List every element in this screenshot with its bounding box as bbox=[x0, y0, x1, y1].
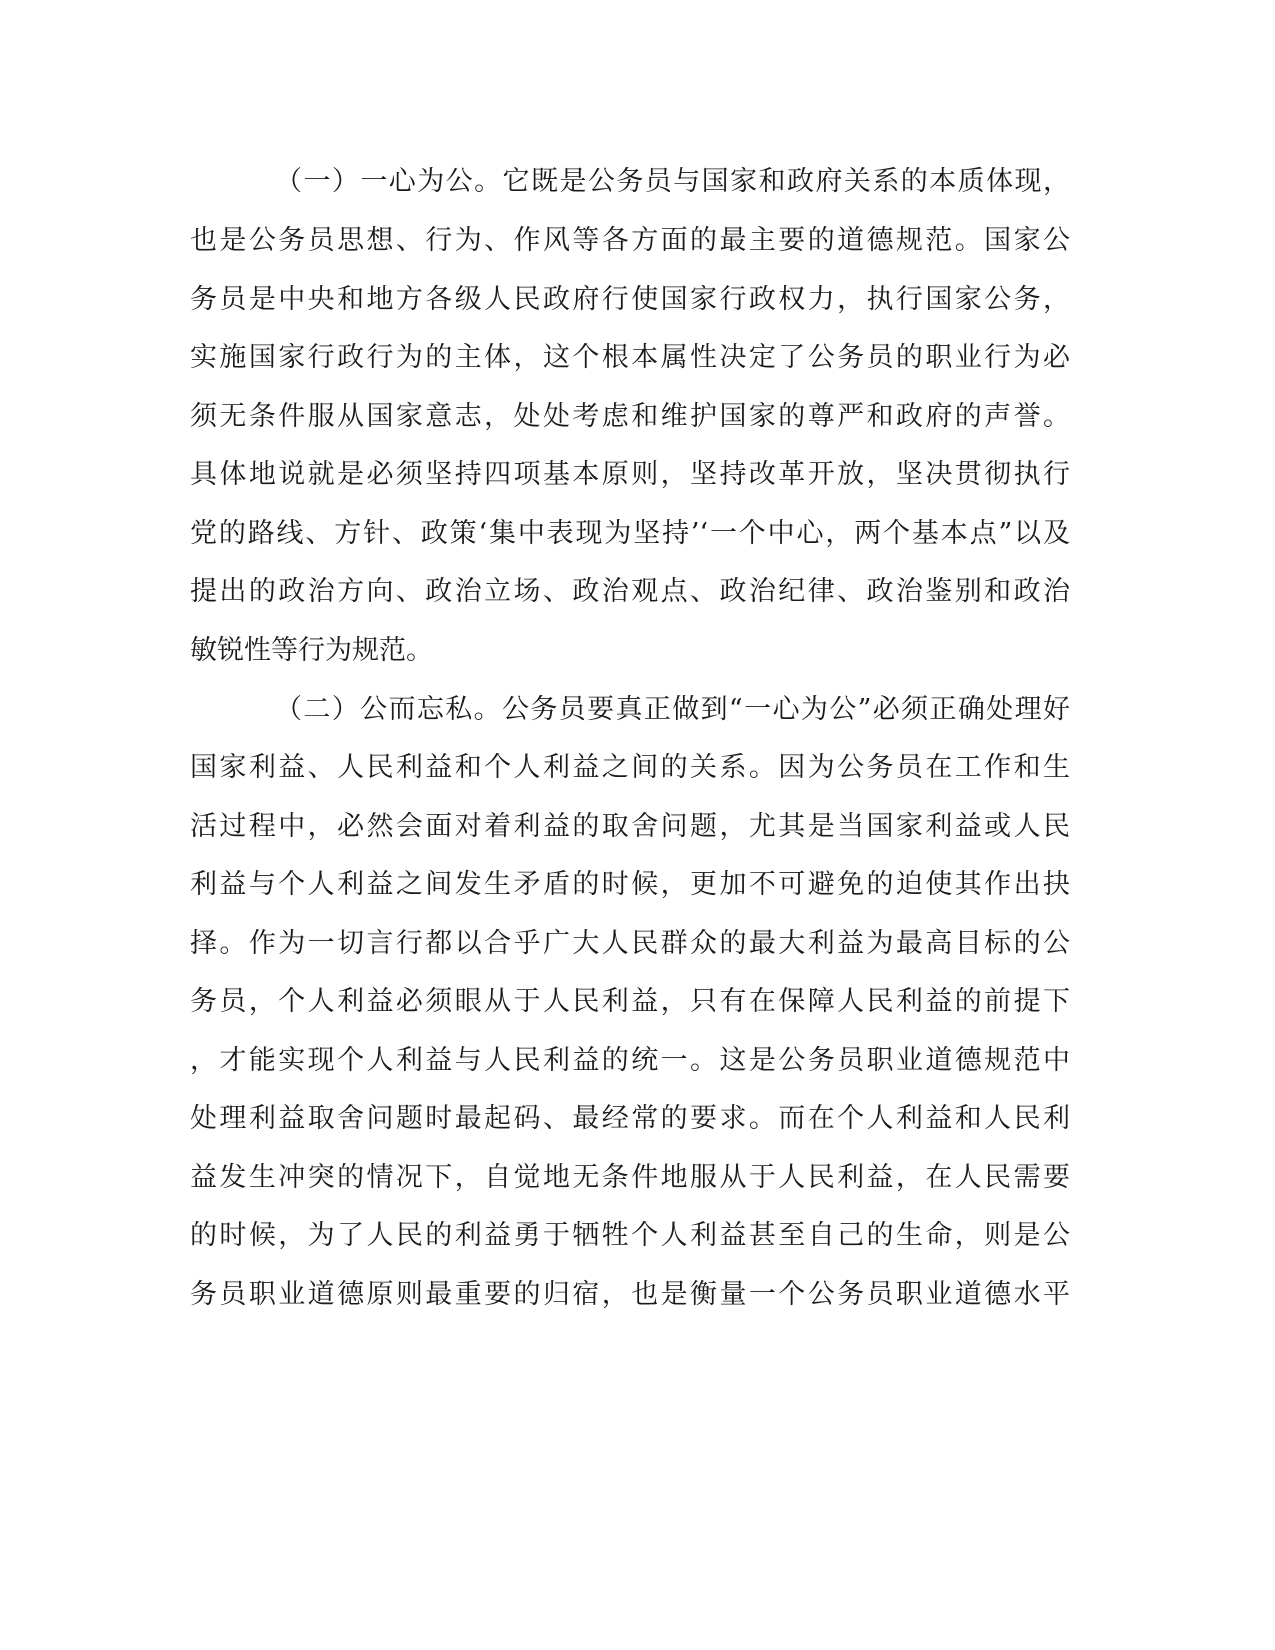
paragraph-2-line-11: 务员职业道德原则最重要的归宿，也是衡量一个公务员职业道德水平 bbox=[190, 1279, 1070, 1310]
paragraph-2-line-10: 的时候，为了人民的利益勇于牺牲个人利益甚至自己的生命，则是公 bbox=[190, 1220, 1070, 1251]
paragraph-2-line-9: 益发生冲突的情况下，自觉地无条件地服从于人民利益，在人民需要 bbox=[190, 1162, 1070, 1193]
paragraph-2-line-4: 利益与个人利益之间发生矛盾的时候，更加不可避免的迫使其作出抉 bbox=[190, 869, 1070, 900]
paragraph-2-line-6: 务员，个人利益必须眼从于人民利益，只有在保障人民利益的前提下 bbox=[190, 986, 1070, 1017]
paragraph-1-line-5: 须无条件服从国家意志，处处考虑和维护国家的尊严和政府的声誉。 bbox=[190, 401, 1070, 432]
paragraph-2-line-5: 择。作为一切言行都以合乎广大人民群众的最大利益为最高目标的公 bbox=[190, 928, 1070, 959]
paragraph-2-line-1: （二）公而忘私。公务员要真正做到“一心为公”必须正确处理好 bbox=[275, 694, 1070, 725]
paragraph-1-line-6: 具体地说就是必须坚持四项基本原则，坚持改革开放，坚决贯彻执行 bbox=[190, 459, 1070, 490]
paragraph-2-line-3: 活过程中，必然会面对着利益的取舍问题，尤其是当国家利益或人民 bbox=[190, 811, 1070, 842]
paragraph-1-line-3: 务员是中央和地方各级人民政府行使国家行政权力，执行国家公务， bbox=[190, 284, 1070, 315]
paragraph-1-line-2: 也是公务员思想、行为、作风等各方面的最主要的道德规范。国家公 bbox=[190, 225, 1070, 256]
paragraph-1-line-1: （一）一心为公。它既是公务员与国家和政府关系的本质体现， bbox=[275, 166, 1070, 197]
paragraph-2-line-8: 处理利益取舍问题时最起码、最经常的要求。而在个人利益和人民利 bbox=[190, 1103, 1070, 1134]
paragraph-1-line-4: 实施国家行政行为的主体，这个根本属性决定了公务员的职业行为必 bbox=[190, 342, 1070, 373]
paragraph-1-line-7: 党的路线、方针、政策‘集中表现为坚持’‘一个中心，两个基本点”以及 bbox=[190, 518, 1070, 549]
paragraph-1-line-8: 提出的政治方向、政治立场、政治观点、政治纪律、政治鉴别和政治 bbox=[190, 576, 1070, 607]
paragraph-2-line-2: 国家利益、人民利益和个人利益之间的关系。因为公务员在工作和生 bbox=[190, 752, 1070, 783]
paragraph-1-line-9: 敏锐性等行为规范。 bbox=[190, 635, 433, 666]
paragraph-2-line-7: ，才能实现个人利益与人民利益的统一。这是公务员职业道德规范中 bbox=[190, 1045, 1070, 1076]
